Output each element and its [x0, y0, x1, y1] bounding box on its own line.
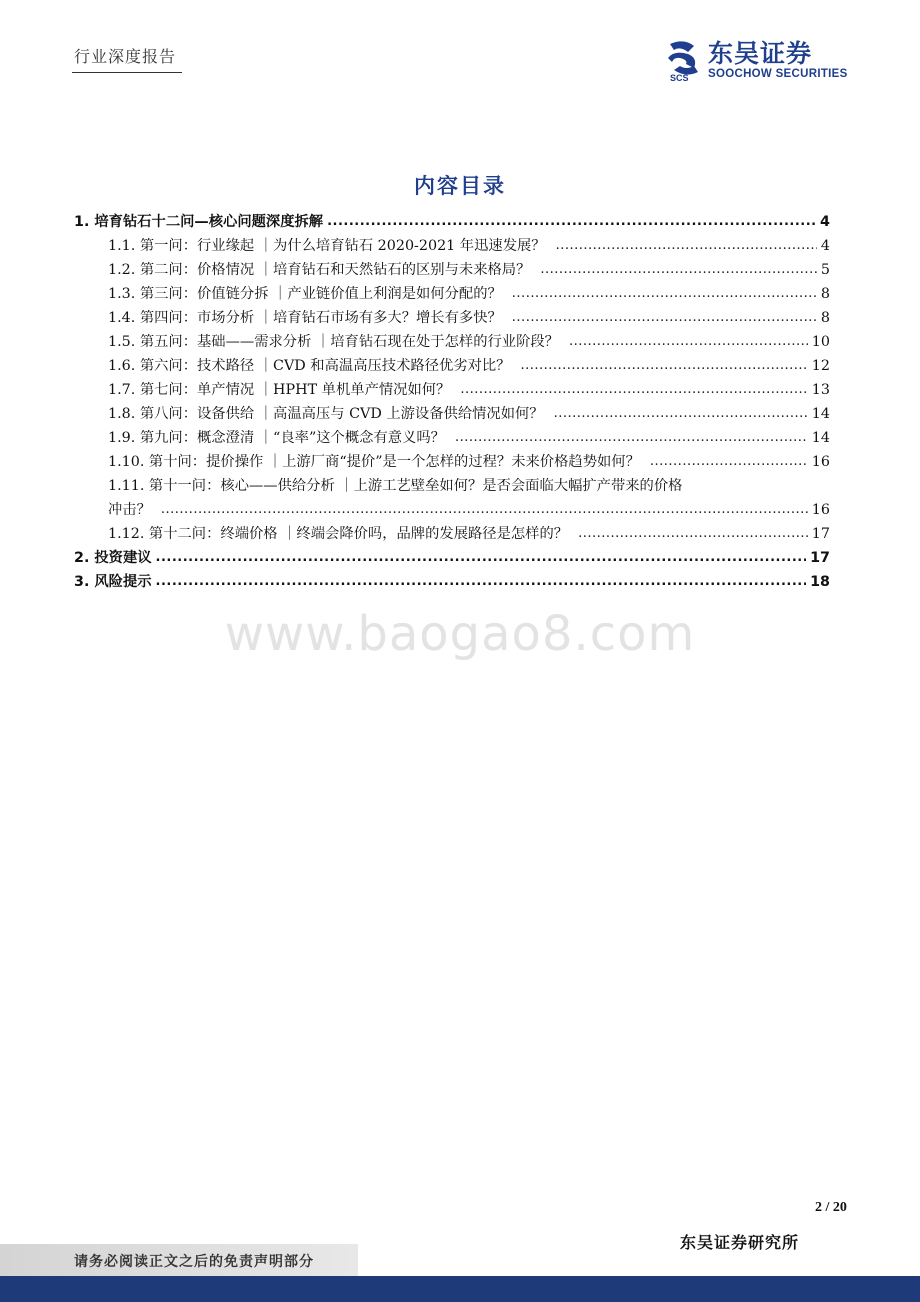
toc-subsection-link[interactable] [74, 522, 830, 546]
toc-subsection-link[interactable] [74, 354, 830, 378]
watermark: www.baogao8.com [224, 606, 696, 662]
toc-entry-label: 1.1. 第一问：行业缘起 ｜为什么培育钻石 2020-2021 年迅速发展？ [108, 238, 546, 254]
toc-entry-label: 1.12. 第十二问：终端价格 ｜终端会降价吗，品牌的发展路径是怎样的？ [108, 526, 569, 542]
toc-dot-leader [556, 234, 817, 258]
toc-dot-leader [578, 522, 808, 546]
toc-entry-page: 12 [811, 358, 830, 374]
toc-entry-page: 5 [820, 262, 830, 278]
logo-text: 东吴证券 [708, 39, 813, 68]
toc-entry-page: 18 [810, 574, 830, 590]
toc-entry-label: 1.8. 第八问：设备供给 ｜高温高压与 CVD 上游设备供给情况如何？ [108, 406, 544, 422]
footer-disclaimer [0, 1244, 358, 1276]
toc-entry-page: 10 [811, 334, 830, 350]
toc-entry-label: 2. 投资建议 [74, 550, 152, 566]
table-of-contents [74, 210, 830, 594]
toc-subsection-link[interactable] [74, 498, 830, 522]
toc-entry-label: 1.11. 第十一问：核心——供给分析 ｜上游工艺壁垒如何？是否会面临大幅扩产带来的价格 [108, 478, 683, 494]
logo-subtext: SOOCHOW SECURITIES [708, 68, 848, 80]
toc-entry-label: 1.4. 第四问：市场分析 ｜培育钻石市场有多大？增长有多快？ [108, 310, 502, 326]
toc-entry-label: 1.10. 第十问：提价操作 ｜上游厂商“提价”是一个怎样的过程？未来价格趋势如何？ [108, 454, 640, 470]
toc-dot-leader [520, 354, 807, 378]
toc-entry-page: 17 [810, 550, 830, 566]
toc-entry-label: 1.7. 第七问：单产情况 ｜HPHT 单机单产情况如何？ [108, 382, 451, 398]
toc-entry-page: 8 [820, 310, 830, 326]
toc-dot-leader [569, 330, 808, 354]
toc-dot-leader [327, 210, 816, 234]
toc-entry-page: 16 [811, 502, 830, 518]
toc-dot-leader [554, 402, 808, 426]
toc-entry-page: 14 [811, 406, 830, 422]
toc-section-link[interactable] [74, 546, 830, 570]
toc-dot-leader [455, 426, 808, 450]
toc-subsection-link[interactable] [74, 426, 830, 450]
toc-entry-label: 1.2. 第二问：价格情况 ｜培育钻石和天然钻石的区别与未来格局？ [108, 262, 531, 278]
footer-disclaimer-text: 请务必阅读正文之后的免责声明部分 [74, 1254, 314, 1270]
toc-subsection-link[interactable] [74, 474, 830, 498]
toc-entry-page: 14 [811, 430, 830, 446]
toc-entry-page: 13 [811, 382, 830, 398]
toc-title: 内容目录 [414, 174, 506, 198]
footer-bar [0, 1276, 920, 1302]
company-logo [664, 40, 854, 84]
toc-section-link[interactable] [74, 570, 830, 594]
toc-entry-label: 3. 风险提示 [74, 574, 152, 590]
toc-entry-label: 1.3. 第三问：价值链分拆 ｜产业链价值上利润是如何分配的？ [108, 286, 502, 302]
toc-dot-leader [156, 546, 807, 570]
toc-subsection-link[interactable] [74, 234, 830, 258]
toc-subsection-link[interactable] [74, 330, 830, 354]
toc-entry-page: 17 [811, 526, 830, 542]
toc-dot-leader [650, 450, 808, 474]
toc-dot-leader [156, 570, 807, 594]
toc-dot-leader [460, 378, 807, 402]
page-number: 2 / 20 [815, 1200, 847, 1215]
header-label: 行业深度报告 [74, 47, 177, 66]
toc-section-link[interactable] [74, 210, 830, 234]
toc-entry-label: 1.9. 第九问：概念澄清 ｜“良率”这个概念有意义吗？ [108, 430, 445, 446]
toc-entry-page: 4 [820, 238, 830, 254]
toc-subsection-link[interactable] [74, 258, 830, 282]
toc-subsection-link[interactable] [74, 378, 830, 402]
toc-subsection-link[interactable] [74, 450, 830, 474]
toc-subsection-link[interactable] [74, 306, 830, 330]
toc-entry-page: 16 [811, 454, 830, 470]
toc-entry-label: 1.5. 第五问：基础——需求分析 ｜培育钻石现在处于怎样的行业阶段？ [108, 334, 559, 350]
toc-entry-label: 冲击？ [108, 502, 151, 518]
toc-dot-leader [161, 498, 808, 522]
footer-institute: 东吴证券研究所 [680, 1233, 800, 1252]
toc-dot-leader [512, 306, 817, 330]
logo-mark-icon [664, 40, 704, 82]
toc-dot-leader [540, 258, 817, 282]
toc-subsection-link[interactable] [74, 402, 830, 426]
toc-entry-page: 8 [820, 286, 830, 302]
toc-subsection-link[interactable] [74, 282, 830, 306]
toc-entry-label: 1. 培育钻石十二问—核心问题深度拆解 [74, 214, 324, 230]
toc-entry-page: 4 [820, 214, 830, 230]
logo-mark-text: SCS [670, 73, 689, 82]
header-rule [72, 72, 182, 73]
toc-entry-label: 1.6. 第六问：技术路径 ｜CVD 和高温高压技术路径优劣对比？ [108, 358, 511, 374]
toc-dot-leader [512, 282, 817, 306]
